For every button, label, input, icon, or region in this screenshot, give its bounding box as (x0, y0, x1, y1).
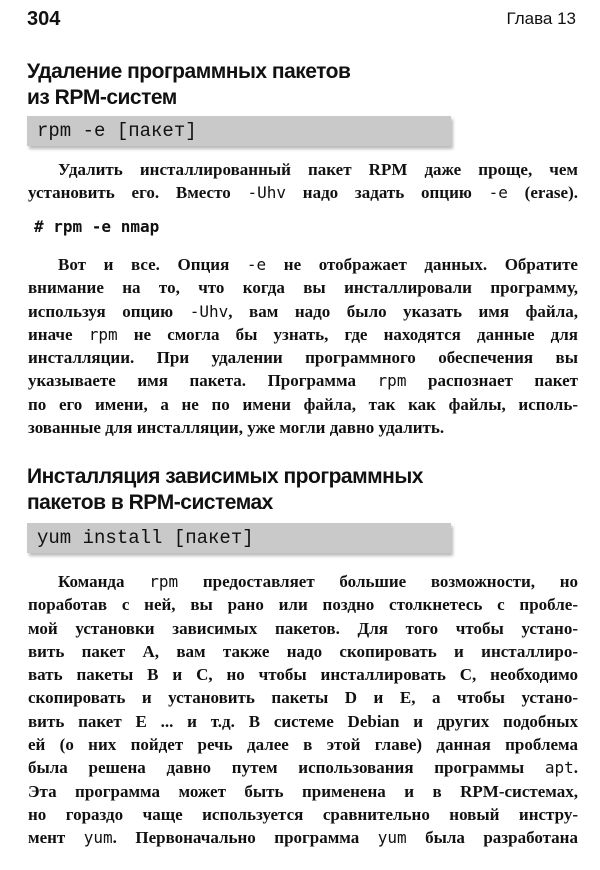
text-run: установить его. Вместо (28, 183, 248, 203)
text-line (28, 663, 578, 686)
text-run: Вот и все. Опция (58, 255, 247, 274)
text-run: по его имени, а не по имени файла, так как файлы, исполь- (28, 394, 578, 414)
text-run: вать пакеты B и C, но чтобы инсталлировать C, необходимо (28, 665, 578, 685)
inline-code: apt (544, 758, 574, 778)
text-run: внимание на то, что когда вы инсталлировали программу, (28, 278, 578, 298)
text-run: распознает пакет (406, 371, 578, 391)
text-run: скопировать и установить пакеты D и E, а чтобы устано- (28, 688, 578, 708)
text-line (28, 756, 578, 779)
text-run: поработав с ней, вы рано или поздно столкнетесь с пробле- (28, 595, 578, 615)
inline-code: yum (377, 828, 407, 848)
heading-line: Удаление программных пакетов (27, 60, 351, 83)
text-line (28, 253, 578, 276)
text-line (28, 710, 578, 733)
chapter-label: Глава 13 (506, 9, 576, 28)
heading-line: Инсталляция зависимых программных (27, 465, 423, 488)
syntax-box-yum-install: yum install [пакет] (27, 523, 451, 553)
text-line (28, 733, 578, 756)
paragraph (28, 158, 578, 205)
text-run: вить пакет E ... и т.д. В системе Debian и других подобных (28, 711, 578, 731)
text-line (28, 617, 578, 640)
text-run: ей (о них пойдет речь далее в этой главе) данная проблема (28, 735, 578, 755)
text-run: Команда (58, 572, 150, 591)
inline-code: yum (83, 828, 113, 848)
text-run: была решена давно путем использования программы (28, 758, 545, 778)
paragraph (28, 253, 578, 439)
text-run: мент (28, 828, 84, 848)
text-run: указываете имя пакета. Программа (28, 371, 378, 391)
text-run: предоставляет большие возможности, но (178, 572, 579, 591)
heading-line: из RPM-систем (27, 86, 177, 109)
syntax-box-rpm-e: rpm -e [пакет] (27, 116, 451, 146)
text-run: инсталляции. При удалении программного обеспечения вы (28, 348, 578, 368)
inline-code: -e (246, 255, 267, 274)
text-run: не смогла бы узнать, где находятся данные для (117, 324, 578, 344)
text-line (28, 640, 578, 663)
inline-code: rpm (88, 324, 118, 344)
heading-line: пакетов в RPM-системах (27, 491, 273, 514)
text-run: , вам надо было указать имя файла, (228, 301, 578, 321)
text-line (28, 369, 578, 392)
text-line (28, 276, 578, 299)
text-line (28, 346, 578, 369)
text-line (28, 826, 578, 849)
text-line (28, 181, 578, 204)
text-line (28, 780, 578, 803)
text-run: . (573, 758, 578, 778)
paragraph (28, 570, 578, 850)
text-run: зованные для инсталляции, уже могли давно удалить. (28, 418, 445, 438)
text-line (28, 570, 578, 593)
text-line (28, 416, 578, 439)
text-run: но гораздо чаще используется сравнительно новый инстру- (28, 804, 578, 824)
code-example: # rpm -e nmap (34, 217, 160, 236)
section-heading-install (27, 464, 423, 516)
text-line (28, 393, 578, 416)
text-line (28, 803, 578, 826)
text-run: мой установки зависимых пакетов. Для того чтобы устано- (28, 618, 578, 638)
page-number: 304 (27, 8, 61, 30)
text-run: вить пакет A, вам также надо скопировать и инсталлиро- (28, 641, 578, 661)
text-line (28, 158, 578, 181)
inline-code: -e (488, 183, 508, 203)
inline-code: -Uhv (247, 183, 287, 203)
section-heading-remove (27, 59, 350, 111)
text-line (28, 686, 578, 709)
text-run: была разработана (406, 828, 578, 848)
text-run: надо задать опцию (286, 183, 489, 203)
text-run: иначе (28, 324, 89, 344)
text-line (28, 323, 578, 346)
text-line (28, 593, 578, 616)
text-run: (erase). (507, 183, 579, 203)
text-run: . Первоначально программа (112, 828, 378, 848)
text-run: Удалить инсталлированный пакет RPM даже проще, чем (58, 160, 578, 179)
text-line (28, 300, 578, 323)
inline-code: rpm (149, 572, 179, 591)
text-run: не отображает данных. Обратите (266, 255, 578, 274)
inline-code: rpm (377, 371, 407, 391)
inline-code: -Uhv (189, 301, 229, 321)
text-run: Эта программа может быть применена и в RPM-системах, (28, 781, 578, 801)
text-run: используя опцию (28, 301, 190, 321)
